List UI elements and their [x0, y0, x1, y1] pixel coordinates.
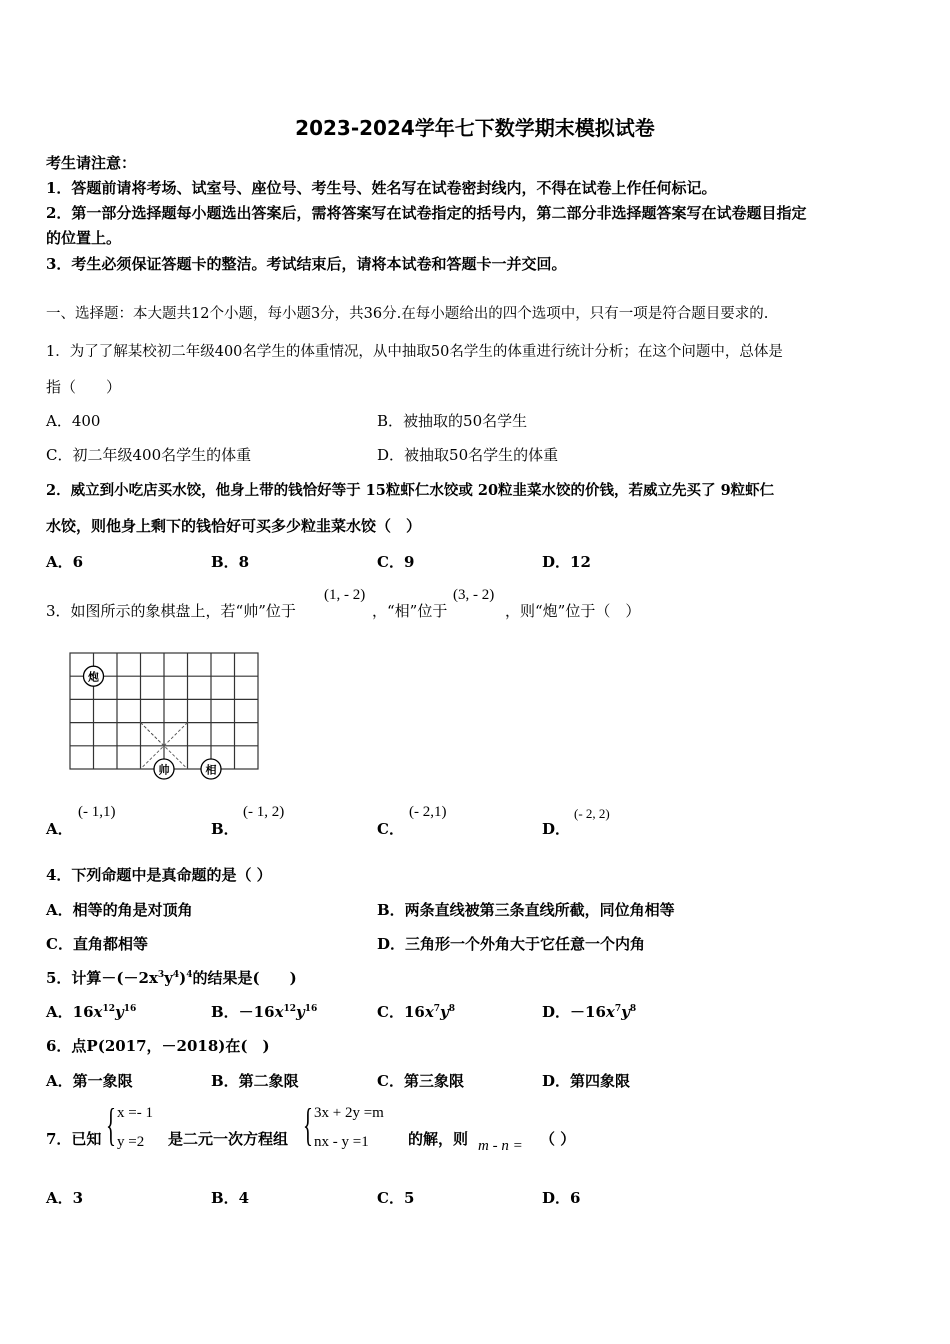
- question-1-stem: 1．为了了解某校初二年级400名学生的体重情况，从中抽取50名学生的体重进行统计分析；在这个问题中，总体是: [46, 344, 783, 360]
- q5-stem-pre: 5．计算－(－2x: [46, 969, 158, 987]
- q3-option-c-label: C．: [377, 820, 404, 838]
- q5-option-c-label: C．16: [377, 1003, 425, 1021]
- question-5-stem: 5．计算$-(-2x^3y^4)^4$的结果是( ): [46, 969, 297, 987]
- q3-option-b-label: B．: [211, 820, 239, 838]
- system1-eq2: y =2: [117, 1134, 145, 1150]
- question-6-stem: 6．点P(2017，－2018)在( ): [46, 1037, 270, 1055]
- q4-option-b: B．两条直线被第三条直线所截，同位角相等: [377, 901, 675, 919]
- question-3-stem-part3: ，则“炮”位于（ ）: [505, 602, 641, 620]
- q6-option-a: A．第一象限: [46, 1072, 133, 1090]
- q6-option-d: D．第四象限: [542, 1072, 631, 1090]
- q6-option-b: B．第二象限: [211, 1072, 299, 1090]
- system2-brace: {: [303, 1099, 313, 1150]
- q7-option-b: B．4: [211, 1189, 250, 1207]
- q4-option-d: D．三角形一个外角大于它任意一个内角: [377, 935, 646, 953]
- piece-shuai-label: 帅: [158, 763, 170, 777]
- q1-option-d: D．被抽取50名学生的体重: [377, 446, 559, 464]
- q5-option-d-label: D．－16: [542, 1003, 606, 1021]
- q5-option-b-label: B．－16: [211, 1003, 275, 1021]
- q1-option-b: B．被抽取的50名学生: [377, 412, 528, 430]
- q5-option-a-label: A．16: [46, 1003, 94, 1021]
- q3-option-c-value: (- 2,1): [409, 804, 447, 820]
- piece-pao-label: 炮: [88, 670, 99, 684]
- q5-option-a: A．$16x^{12}y^{16}$: [46, 1003, 137, 1021]
- notice-item: 的位置上。: [46, 229, 122, 247]
- piece-pao: [84, 666, 104, 686]
- question-3-stem-part1: 3．如图所示的象棋盘上，若“帅”位于: [46, 602, 296, 620]
- system1-brace: {: [106, 1099, 116, 1150]
- q5-option-d: D．$-16x^7y^8$: [542, 1003, 637, 1021]
- piece-shuai: [154, 759, 174, 779]
- q2-option-b: B．8: [211, 553, 250, 571]
- q7-option-d: D．6: [542, 1189, 581, 1207]
- q2-option-a: A．6: [46, 553, 84, 571]
- system2-eq1: 3x + 2y =m: [314, 1105, 384, 1121]
- q1-option-c: C．初二年级400名学生的体重: [46, 446, 252, 464]
- q1-option-a: A．400: [46, 412, 101, 430]
- q4-option-c: C．直角都相等: [46, 935, 148, 953]
- q3-option-a-label: A．: [46, 820, 73, 838]
- notice-item: 1．答题前请将考场、试室号、座位号、考生号、姓名写在试卷密封线内，不得在试卷上作任何标记。: [46, 179, 717, 197]
- question-4-stem: 4．下列命题中是真命题的是（ ）: [46, 866, 272, 884]
- system2-eq2: nx - y =1: [314, 1134, 369, 1150]
- q3-option-b-value: (- 1, 2): [243, 804, 285, 820]
- question-1-stem-cont: 指（ ）: [46, 378, 122, 396]
- piece-xiang-label: 相: [205, 763, 217, 777]
- question-3-stem-part2: ，“相”位于: [372, 602, 448, 620]
- q2-option-c: C．9: [377, 553, 415, 571]
- q5-option-c: C．$16x^7y^8$: [377, 1003, 456, 1021]
- question-7-post: 的解，则: [408, 1130, 469, 1148]
- page-title: 2023-2024学年七下数学期末模拟试卷: [295, 116, 655, 140]
- chess-board-figure: [60, 645, 270, 785]
- q6-option-c: C．第三象限: [377, 1072, 464, 1090]
- question-2-stem-cont: 水饺，则他身上剩下的钱恰好可买多少粒韭菜水饺（ ）: [46, 517, 422, 535]
- piece-xiang: [201, 759, 221, 779]
- q3-option-a-value: (- 1,1): [78, 804, 116, 820]
- question-7-expression: m - n =: [478, 1138, 523, 1154]
- question-7-pre: 7．已知: [46, 1130, 102, 1148]
- q4-option-a: A．相等的角是对顶角: [46, 901, 193, 919]
- q3-coord-shuai: (1, - 2): [324, 587, 366, 603]
- q7-option-c: C．5: [377, 1189, 415, 1207]
- notice-item: 3．考生必须保证答题卡的整洁。考试结束后，请将本试卷和答题卡一并交回。: [46, 255, 567, 273]
- q3-option-d-label: D．: [542, 820, 571, 838]
- q5-stem-post: 的结果是( ): [192, 969, 297, 987]
- notice-heading: 考生请注意：: [46, 154, 137, 172]
- notice-item: 2．第一部分选择题每小题选出答案后，需将答案写在试卷指定的括号内，第二部分非选择题答案写在试卷题目指定: [46, 204, 807, 222]
- q3-option-d-value: (- 2, 2): [574, 806, 610, 821]
- q3-coord-xiang: (3, - 2): [453, 587, 495, 603]
- section-heading: 一、选择题：本大题共12个小题，每小题3分，共36分.在每小题给出的四个选项中，只有一项是符合题目要求的.: [46, 306, 769, 322]
- question-7-tail: （ ）: [540, 1130, 576, 1148]
- q7-option-a: A．3: [46, 1189, 84, 1207]
- system1-eq1: x =- 1: [117, 1105, 153, 1121]
- q2-option-d: D．12: [542, 553, 591, 571]
- question-7-mid: 是二元一次方程组: [168, 1130, 289, 1148]
- q5-option-b: B．$-16x^{12}y^{16}$: [211, 1003, 318, 1021]
- question-2-stem: 2．威立到小吃店买水饺，他身上带的钱恰好等于 15粒虾仁水饺或 20粒韭菜水饺的价钱，若威立先买了 9粒虾仁: [46, 482, 775, 499]
